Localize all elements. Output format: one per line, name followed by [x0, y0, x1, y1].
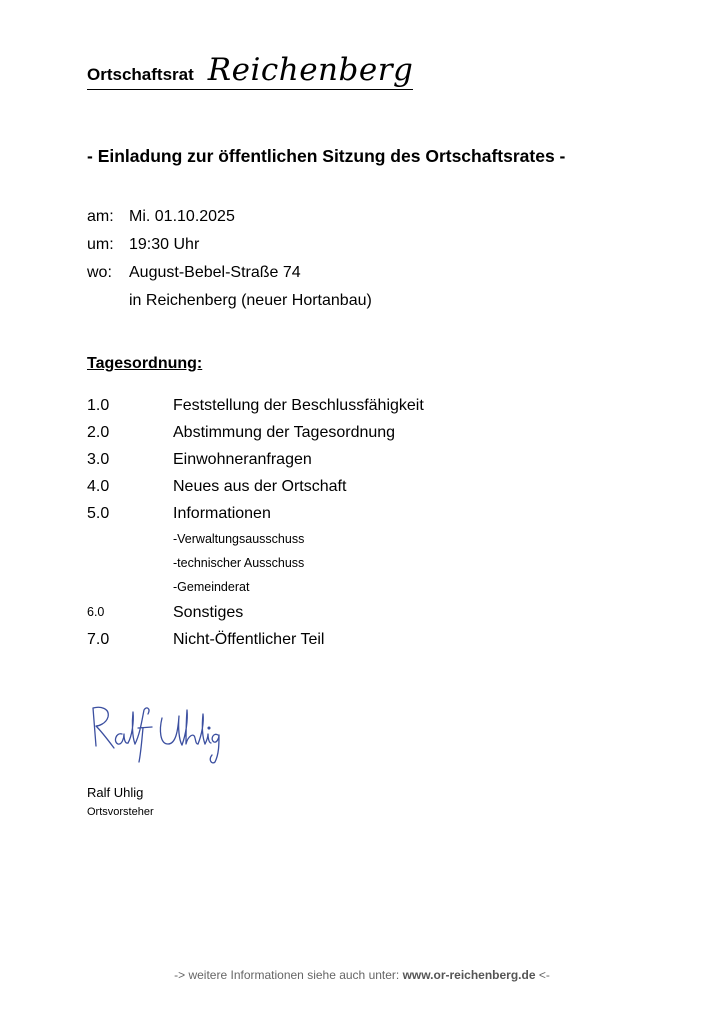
signer-name: Ralf Uhlig — [87, 785, 144, 800]
website-link[interactable]: www.or-reichenberg.de — [402, 968, 536, 982]
meeting-details — [87, 203, 372, 315]
agenda-item — [87, 419, 424, 446]
footer-suffix: <- — [535, 968, 550, 982]
invitation-subtitle: - Einladung zur öffentlichen Sitzung des Ortschaftsrates - — [87, 146, 566, 166]
footer-note — [0, 968, 724, 982]
place-detail: in Reichenberg (neuer Hortanbau) — [129, 292, 372, 309]
place-address: August-Bebel-Straße 74 — [129, 264, 301, 281]
date-value: Mi. 01.10.2025 — [129, 208, 235, 225]
agenda-sub-item: -Verwaltungsausschuss — [173, 532, 305, 546]
agenda-item-number: 7.0 — [87, 631, 110, 648]
handwritten-signature — [88, 698, 223, 768]
agenda-list — [87, 392, 424, 653]
date-label: am: — [87, 208, 114, 225]
signer-role: Ortsvorsteher — [87, 806, 154, 818]
agenda-item-text: Neues aus der Ortschaft — [173, 478, 347, 495]
header-place-name: Reichenberg — [207, 52, 414, 88]
agenda-item-number: 4.0 — [87, 478, 110, 495]
place-label: wo: — [87, 264, 112, 281]
agenda-item — [87, 473, 424, 500]
agenda-item — [87, 599, 424, 626]
agenda-item — [87, 500, 424, 527]
agenda-item-number: 6.0 — [87, 605, 105, 619]
agenda-item-number: 1.0 — [87, 397, 110, 414]
time-value: 19:30 Uhr — [129, 236, 200, 253]
agenda-item-text: Sonstiges — [173, 604, 244, 621]
agenda-sub-item: -Gemeinderat — [173, 580, 250, 594]
agenda-item — [87, 626, 424, 653]
agenda-item — [87, 446, 424, 473]
agenda-item-text: Informationen — [173, 505, 271, 522]
agenda-item-text: Nicht-Öffentlicher Teil — [173, 631, 325, 648]
agenda-item-text: Feststellung der Beschlussfähigkeit — [173, 397, 424, 414]
time-label: um: — [87, 236, 114, 253]
document-header — [87, 52, 413, 90]
agenda-item-number: 3.0 — [87, 451, 110, 468]
meeting-date-row — [87, 203, 372, 231]
meeting-time-row — [87, 231, 372, 259]
agenda-item — [87, 392, 424, 419]
agenda-heading: Tagesordnung: — [87, 355, 203, 372]
agenda-item-number: 2.0 — [87, 424, 110, 441]
footer-prefix: -> weitere Informationen siehe auch unter: — [174, 968, 403, 982]
meeting-place-row — [87, 259, 372, 287]
agenda-item-number: 5.0 — [87, 505, 110, 522]
agenda-sub-item: -technischer Ausschuss — [173, 556, 305, 570]
meeting-place-detail-row — [87, 287, 372, 315]
agenda-item-text: Einwohneranfragen — [173, 451, 312, 468]
agenda-item-text: Abstimmung der Tagesordnung — [173, 424, 396, 441]
header-label: Ortschaftsrat — [87, 65, 194, 84]
